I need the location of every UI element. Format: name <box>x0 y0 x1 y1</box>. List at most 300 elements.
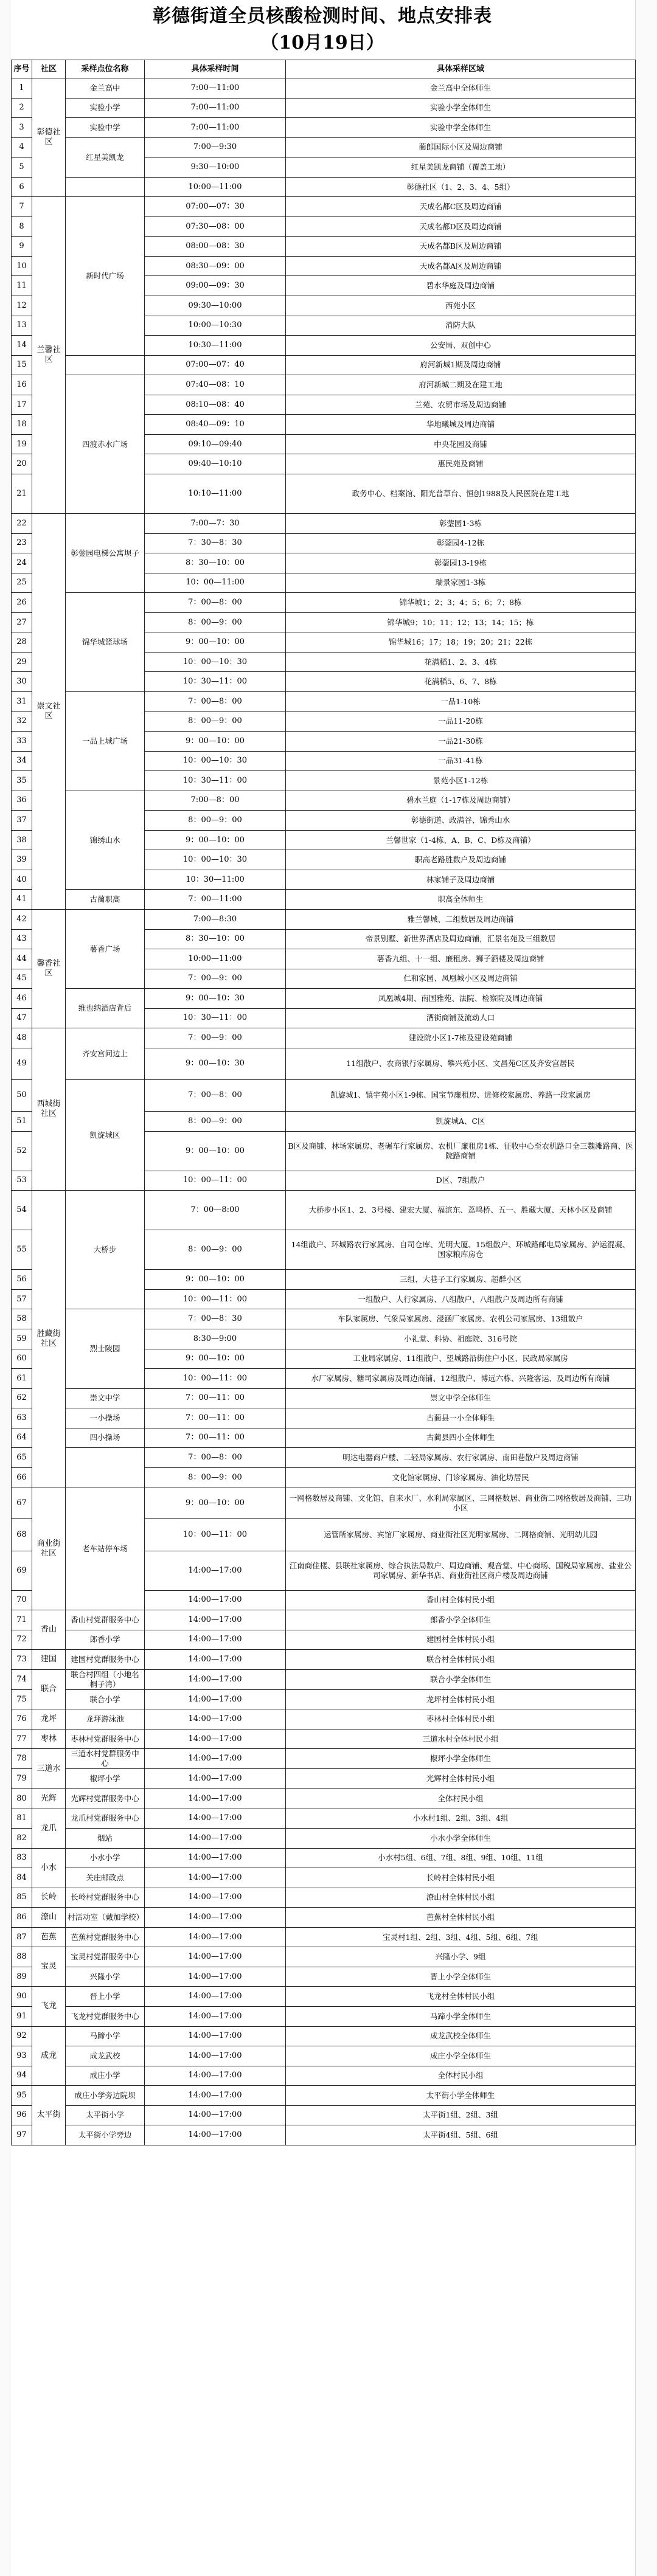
time-cell: 09:30—10:00 <box>145 296 286 316</box>
area-cell: 彰蓥园4-12栋 <box>286 533 636 553</box>
time-cell: 8:30—9:00 <box>145 1329 286 1349</box>
row-number-cell: 17 <box>12 395 32 415</box>
time-cell: 7:00—9:30 <box>145 137 286 158</box>
area-cell: 一组散户、人行家属房、八组散户、八组散户及周边所有商铺 <box>286 1289 636 1309</box>
row-number-cell: 29 <box>12 652 32 672</box>
time-cell: 7:00—8:30 <box>145 909 286 929</box>
community-cell: 长岭 <box>32 1888 66 1908</box>
row-number-cell: 67 <box>12 1487 32 1519</box>
time-cell: 7：00—11:00 <box>145 890 286 910</box>
time-cell: 08:10—08：40 <box>145 395 286 415</box>
row-number-cell: 20 <box>12 454 32 474</box>
area-cell: 成龙武校全体师生 <box>286 2026 636 2046</box>
time-cell: 8：00—9：00 <box>145 612 286 632</box>
time-cell: 14:00—17:00 <box>145 1987 286 2007</box>
area-cell: 碧水华庭及周边商铺 <box>286 276 636 296</box>
site-cell: 联合村四组（小地名桐子湾） <box>66 1669 145 1689</box>
site-cell: 锦华城篮球场 <box>66 593 145 692</box>
row-number-cell: 55 <box>12 1230 32 1270</box>
area-cell: 兴隆小学、9组 <box>286 1947 636 1967</box>
table-row <box>12 2026 636 2046</box>
area-cell: 一品31-41栋 <box>286 751 636 771</box>
site-cell: 小水小学 <box>66 1848 145 1868</box>
area-cell: 凤凰城4期、南国雅苑、法院、检察院及周边商铺 <box>286 989 636 1009</box>
community-cell: 联合 <box>32 1669 66 1709</box>
table-header-row <box>12 60 636 78</box>
table-row <box>12 1868 636 1888</box>
community-cell: 潦山 <box>32 1908 66 1928</box>
table-row <box>12 78 636 99</box>
row-number-cell: 10 <box>12 256 32 276</box>
table-row <box>12 2125 636 2145</box>
row-number-cell: 91 <box>12 2006 32 2026</box>
area-cell: 花满稻1、2、3、4栋 <box>286 652 636 672</box>
area-cell: 惠民苑及商铺 <box>286 454 636 474</box>
time-cell: 7：00—8:00 <box>145 1191 286 1230</box>
area-cell: 锦华城9；10；11；12；13；14；15；栋 <box>286 612 636 632</box>
area-cell: 花满稻5、6、7、8栋 <box>286 672 636 692</box>
site-cell: 烟站 <box>66 1829 145 1849</box>
time-cell: 14:00—17:00 <box>145 1709 286 1729</box>
document-title: 彰德街道全员核酸检测时间、地点安排表 <box>153 5 492 27</box>
time-cell: 14:00—17:00 <box>145 1967 286 1987</box>
time-cell: 14:00—17:00 <box>145 1868 286 1888</box>
time-cell: 7：30—8：30 <box>145 533 286 553</box>
site-cell: 香山村党群服务中心 <box>66 1610 145 1630</box>
area-cell: 府河新城二期及在建工地 <box>286 375 636 395</box>
time-cell: 7:00—7：30 <box>145 514 286 534</box>
area-cell: 崇文中学全体师生 <box>286 1388 636 1408</box>
row-number-cell: 66 <box>12 1467 32 1487</box>
area-cell: 全体村民小组 <box>286 2066 636 2086</box>
area-cell: 政务中心、档案馆、阳光普草台、恒创1988及人民医院在建工地 <box>286 474 636 513</box>
table-row <box>12 691 636 712</box>
area-cell: 大桥步小区1、2、3号楼、建宏大厦、福滨东、荔鸣桥、五一、胜藏大厦、天林小区及商铺 <box>286 1191 636 1230</box>
row-number-cell: 79 <box>12 1769 32 1789</box>
table-row <box>12 137 636 158</box>
table-row <box>12 1947 636 1967</box>
area-cell: 西苑小区 <box>286 296 636 316</box>
header-community: 社区 <box>32 60 66 78</box>
time-cell: 10：00—11：00 <box>145 1171 286 1191</box>
area-cell: 小水村5组、6组、7组、8组、9组、10组、11组 <box>286 1848 636 1868</box>
row-number-cell: 9 <box>12 237 32 257</box>
row-number-cell: 80 <box>12 1788 32 1809</box>
site-cell: 椒坪小学 <box>66 1769 145 1789</box>
area-cell: 太平街1组、2组、3组 <box>286 2105 636 2125</box>
time-cell: 9：00—10：00 <box>145 1487 286 1519</box>
site-cell: 一品上城广场 <box>66 691 145 791</box>
time-cell: 10：00—10：30 <box>145 652 286 672</box>
row-number-cell: 35 <box>12 771 32 791</box>
row-number-cell: 18 <box>12 415 32 435</box>
time-cell: 14:00—17:00 <box>145 2006 286 2026</box>
area-cell: 凯旋城A、C区 <box>286 1111 636 1131</box>
time-cell: 10：00—10：30 <box>145 751 286 771</box>
time-cell: 14:00—17:00 <box>145 1749 286 1769</box>
time-cell: 10：30—11：00 <box>145 1008 286 1028</box>
sheet-right-gutter <box>635 0 657 2576</box>
community-cell: 胜藏街社区 <box>32 1191 66 1487</box>
site-cell <box>66 177 145 197</box>
row-number-cell: 77 <box>12 1729 32 1749</box>
area-cell: 光辉村全体村民小组 <box>286 1769 636 1789</box>
time-cell: 8：30—10：00 <box>145 553 286 573</box>
area-cell: 车队家属房、气象局家属房、浸涵厂家属房、农机公司家属房、13组散户 <box>286 1309 636 1329</box>
site-cell: 长岭村党群服务中心 <box>66 1888 145 1908</box>
area-cell: 三组、大巷子工行家属房、超群小区 <box>286 1270 636 1290</box>
site-cell: 实验中学 <box>66 118 145 138</box>
table-row <box>12 1630 636 1650</box>
area-cell: 香山村全体村民小组 <box>286 1590 636 1610</box>
row-number-cell: 95 <box>12 2086 32 2106</box>
table-row <box>12 2046 636 2066</box>
area-cell: 消防大队 <box>286 316 636 336</box>
table-row <box>12 118 636 138</box>
site-cell: 实验小学 <box>66 98 145 118</box>
site-cell: 齐安宫问边上 <box>66 1028 145 1080</box>
row-number-cell: 57 <box>12 1289 32 1309</box>
area-cell: 瑞景家园1-3栋 <box>286 573 636 593</box>
row-number-cell: 56 <box>12 1270 32 1290</box>
time-cell: 14:00—17:00 <box>145 2026 286 2046</box>
table-row <box>12 1428 636 1448</box>
table-row <box>12 890 636 910</box>
site-cell: 烈士陵园 <box>66 1309 145 1388</box>
table-row <box>12 909 636 929</box>
row-number-cell: 92 <box>12 2026 32 2046</box>
table-row <box>12 1709 636 1729</box>
row-number-cell: 59 <box>12 1329 32 1349</box>
area-cell: 联合村全体村民小组 <box>286 1650 636 1670</box>
time-cell: 14:00—17:00 <box>145 2125 286 2145</box>
time-cell: 8：00—9：00 <box>145 811 286 831</box>
time-cell: 7:00—8：00 <box>145 791 286 811</box>
area-cell: 联合小学全体师生 <box>286 1669 636 1689</box>
table-row <box>12 1689 636 1709</box>
site-cell: 大桥步 <box>66 1191 145 1309</box>
time-cell: 07:40—08：10 <box>145 375 286 395</box>
community-cell: 太平街 <box>32 2086 66 2145</box>
site-cell: 兴隆小学 <box>66 1967 145 1987</box>
area-cell: 小礼堂、科协、祖庭院、316号院 <box>286 1329 636 1349</box>
area-cell: 彰蓥园1-3栋 <box>286 514 636 534</box>
site-cell: 联合小学 <box>66 1689 145 1709</box>
area-cell: 14组散户、环城路农行家属房、自司仓库、光明大厦、15组散户、环城路邮电局家属房、泸运混凝、国家粮库房仓 <box>286 1230 636 1270</box>
row-number-cell: 70 <box>12 1590 32 1610</box>
time-cell: 8：00—9：00 <box>145 712 286 732</box>
site-cell: 关庄邮政点 <box>66 1868 145 1888</box>
site-cell: 龙坪游泳池 <box>66 1709 145 1729</box>
row-number-cell: 22 <box>12 514 32 534</box>
time-cell: 07:30—08：00 <box>145 216 286 237</box>
community-cell: 崇文社区 <box>32 514 66 910</box>
area-cell: 长岭村全体村民小组 <box>286 1868 636 1888</box>
table-row <box>12 355 636 375</box>
row-number-cell: 51 <box>12 1111 32 1131</box>
row-number-cell: 15 <box>12 355 32 375</box>
area-cell: 太平街小学全体师生 <box>286 2086 636 2106</box>
area-cell: 水厂家属房、糖司家属房及周边商铺、12组散户、博远六栋、兴隆客运、及周边所有商铺 <box>286 1369 636 1389</box>
area-cell: 彰德街道、政满谷、锦秀山水 <box>286 811 636 831</box>
table-row <box>12 375 636 395</box>
time-cell: 10：00—11:00 <box>145 573 286 593</box>
row-number-cell: 27 <box>12 612 32 632</box>
time-cell: 10：00—11：00 <box>145 1519 286 1551</box>
site-cell: 马蹄小学 <box>66 2026 145 2046</box>
area-cell: 彰德社区（1、2、3、4、5组） <box>286 177 636 197</box>
row-number-cell: 93 <box>12 2046 32 2066</box>
area-cell: 府河新城1期及周边商铺 <box>286 355 636 375</box>
time-cell: 9：00—10：00 <box>145 632 286 653</box>
row-number-cell: 8 <box>12 216 32 237</box>
time-cell: 7：00—8：00 <box>145 691 286 712</box>
site-cell: 崇文中学 <box>66 1388 145 1408</box>
time-cell: 14:00—17:00 <box>145 1630 286 1650</box>
table-row <box>12 1987 636 2007</box>
row-number-cell: 4 <box>12 137 32 158</box>
area-cell: 碧水兰庭（1-17栋及周边商铺） <box>286 791 636 811</box>
row-number-cell: 16 <box>12 375 32 395</box>
time-cell: 7:00—11:00 <box>145 78 286 99</box>
area-cell: 金兰高中全体师生 <box>286 78 636 99</box>
area-cell: 酒街商铺及流动人口 <box>286 1008 636 1028</box>
row-number-cell: 75 <box>12 1689 32 1709</box>
table-row <box>12 791 636 811</box>
table-row <box>12 1888 636 1908</box>
time-cell: 14:00—17:00 <box>145 1788 286 1809</box>
time-cell: 10:30—11:00 <box>145 336 286 356</box>
area-cell: 实验小学全体师生 <box>286 98 636 118</box>
time-cell: 08:00—08：30 <box>145 237 286 257</box>
row-number-cell: 81 <box>12 1809 32 1829</box>
table-row <box>12 1448 636 1468</box>
time-cell: 9：00—10：00 <box>145 1131 286 1171</box>
header-no: 序号 <box>12 60 32 78</box>
row-number-cell: 12 <box>12 296 32 316</box>
row-number-cell: 63 <box>12 1408 32 1428</box>
area-cell: B区及商铺、林场家属房、老碾车行家属房、农机厂廉租房1栋、征收中心至农机路口全三魏滩路商、医院路商铺 <box>286 1131 636 1171</box>
row-number-cell: 33 <box>12 732 32 752</box>
row-number-cell: 90 <box>12 1987 32 2007</box>
table-row <box>12 197 636 217</box>
table-row <box>12 2006 636 2026</box>
row-number-cell: 68 <box>12 1519 32 1551</box>
time-cell: 14:00—17:00 <box>145 1927 286 1947</box>
time-cell: 07:00—07：40 <box>145 355 286 375</box>
site-cell: 建国村党群服务中心 <box>66 1650 145 1670</box>
area-cell: 林家铺子及周边商铺 <box>286 870 636 890</box>
community-cell: 兰馨社区 <box>32 197 66 514</box>
time-cell: 14:00—17:00 <box>145 1610 286 1630</box>
time-cell: 9：00—10：30 <box>145 1048 286 1079</box>
time-cell: 7：00—11：00 <box>145 1428 286 1448</box>
site-cell: 一小操场 <box>66 1408 145 1428</box>
row-number-cell: 48 <box>12 1028 32 1048</box>
time-cell: 10：30—11:00 <box>145 870 286 890</box>
site-cell: 新时代广场 <box>66 197 145 355</box>
time-cell: 7：00—8：00 <box>145 1079 286 1111</box>
row-number-cell: 97 <box>12 2125 32 2145</box>
site-cell: 枣林村党群服务中心 <box>66 1729 145 1749</box>
time-cell: 10：00—10：30 <box>145 850 286 870</box>
area-cell: 天成名都C区及周边商铺 <box>286 197 636 217</box>
site-cell: 成庄小学旁边院坝 <box>66 2086 145 2106</box>
time-cell: 08:30—09：00 <box>145 256 286 276</box>
time-cell: 8：00—9：00 <box>145 1467 286 1487</box>
row-number-cell: 7 <box>12 197 32 217</box>
row-number-cell: 26 <box>12 593 32 613</box>
community-cell: 龙爪 <box>32 1809 66 1848</box>
row-number-cell: 94 <box>12 2066 32 2086</box>
area-cell: 古蔺县四小全体师生 <box>286 1428 636 1448</box>
area-cell: 太平街4组、5组、6组 <box>286 2125 636 2145</box>
time-cell: 14:00—17:00 <box>145 2046 286 2066</box>
row-number-cell: 87 <box>12 1927 32 1947</box>
row-number-cell: 83 <box>12 1848 32 1868</box>
table-row <box>12 1487 636 1519</box>
site-cell: 古蔺职高 <box>66 890 145 910</box>
table-row <box>12 177 636 197</box>
community-cell: 建国 <box>32 1650 66 1670</box>
table-row <box>12 1749 636 1769</box>
area-cell: 雅兰馨城、二组数居及周边商铺 <box>286 909 636 929</box>
area-cell: 一品1-10栋 <box>286 691 636 712</box>
time-cell: 9：00—10：00 <box>145 732 286 752</box>
community-cell: 西城街社区 <box>32 1028 66 1191</box>
site-cell: 飞龙村党群服务中心 <box>66 2006 145 2026</box>
row-number-cell: 86 <box>12 1908 32 1928</box>
community-cell: 枣林 <box>32 1729 66 1749</box>
area-cell: 红星美凯龙商铺（覆盖工地） <box>286 158 636 178</box>
time-cell: 14:00—17:00 <box>145 1650 286 1670</box>
area-cell: 一品21-30栋 <box>286 732 636 752</box>
time-cell: 7：00—9：00 <box>145 1028 286 1048</box>
area-cell: 景苑小区1-12栋 <box>286 771 636 791</box>
row-number-cell: 65 <box>12 1448 32 1468</box>
time-cell: 14:00—17:00 <box>145 1590 286 1610</box>
table-row <box>12 514 636 534</box>
row-number-cell: 13 <box>12 316 32 336</box>
area-cell: 芭蕉村全体村民小组 <box>286 1908 636 1928</box>
time-cell: 14:00—17:00 <box>145 1947 286 1967</box>
row-number-cell: 14 <box>12 336 32 356</box>
area-cell: 天成名都B区及周边商铺 <box>286 237 636 257</box>
area-cell: 兰苑、农贸市场及周边商铺 <box>286 395 636 415</box>
table-row <box>12 593 636 613</box>
table-row <box>12 1967 636 1987</box>
area-cell: 成庄小学全体师生 <box>286 2046 636 2066</box>
row-number-cell: 88 <box>12 1947 32 1967</box>
row-number-cell: 78 <box>12 1749 32 1769</box>
time-cell: 10：30—11：00 <box>145 771 286 791</box>
area-cell: 蔺郎国际小区及周边商铺 <box>286 137 636 158</box>
site-cell: 锦绣山水 <box>66 791 145 890</box>
site-cell: 金兰高中 <box>66 78 145 99</box>
time-cell: 7:00—11:00 <box>145 98 286 118</box>
site-cell: 四小操场 <box>66 1428 145 1448</box>
time-cell: 09:00—09：30 <box>145 276 286 296</box>
row-number-cell: 71 <box>12 1610 32 1630</box>
row-number-cell: 46 <box>12 989 32 1009</box>
area-cell: 一品11-20栋 <box>286 712 636 732</box>
row-number-cell: 24 <box>12 553 32 573</box>
area-cell: 工业局家属房、11组散户、望城路沿街住户小区、民政局家属房 <box>286 1349 636 1369</box>
row-number-cell: 64 <box>12 1428 32 1448</box>
area-cell: 一网格数居及商铺、文化馆、自来水厂、水利局家属区、三网格数居、商业街二网格数居及商铺、三功小区 <box>286 1487 636 1519</box>
row-number-cell: 54 <box>12 1191 32 1230</box>
row-number-cell: 34 <box>12 751 32 771</box>
area-cell: 龙坪村全体村民小组 <box>286 1689 636 1709</box>
community-cell: 馨香社区 <box>32 909 66 1028</box>
community-cell: 成龙 <box>32 2026 66 2086</box>
community-cell: 三道水 <box>32 1749 66 1789</box>
row-number-cell: 2 <box>12 98 32 118</box>
document-subtitle: （10月19日） <box>260 32 384 54</box>
area-cell: 锦华城1；2；3；4；5；6；7；8栋 <box>286 593 636 613</box>
site-cell: 村活动室（戴加学校） <box>66 1908 145 1928</box>
row-number-cell: 3 <box>12 118 32 138</box>
row-number-cell: 40 <box>12 870 32 890</box>
area-cell: 运管所家属房、宾馆厂家属房、商业街社区光明家属房、二网格商铺、光明幼儿园 <box>286 1519 636 1551</box>
row-number-cell: 52 <box>12 1131 32 1171</box>
time-cell: 8：30—10：00 <box>145 929 286 949</box>
site-cell: 太平街小学 <box>66 2105 145 2125</box>
area-cell: 郎香小学全体师生 <box>286 1610 636 1630</box>
time-cell: 7：00—11：00 <box>145 1388 286 1408</box>
row-number-cell: 43 <box>12 929 32 949</box>
site-cell: 三道水村党群服务中心 <box>66 1749 145 1769</box>
time-cell: 14:00—17:00 <box>145 1689 286 1709</box>
time-cell: 7：00—8：00 <box>145 1448 286 1468</box>
row-number-cell: 39 <box>12 850 32 870</box>
site-cell <box>66 1448 145 1487</box>
area-cell: 锦华城16；17；18；19；20；21；22栋 <box>286 632 636 653</box>
table-row <box>12 1769 636 1789</box>
sheet-row-gutter <box>0 0 10 2576</box>
time-cell: 14:00—17:00 <box>145 1829 286 1849</box>
row-number-cell: 21 <box>12 474 32 513</box>
site-cell: 维也纳酒店背后 <box>66 989 145 1028</box>
area-cell: 兰馨世家（1-4栋、A、B、C、D栋及商铺） <box>286 830 636 850</box>
area-cell: 建设院小区1-7栋及建设苑商铺 <box>286 1028 636 1048</box>
site-cell: 晋上小学 <box>66 1987 145 2007</box>
row-number-cell: 50 <box>12 1079 32 1111</box>
table-row <box>12 989 636 1009</box>
time-cell: 9：00—10：30 <box>145 989 286 1009</box>
time-cell: 8：00—9：00 <box>145 1230 286 1270</box>
area-cell: 彰蓥园13-19栋 <box>286 553 636 573</box>
time-cell: 8：00—9：00 <box>145 1111 286 1131</box>
time-cell: 9：00—10：00 <box>145 1270 286 1290</box>
table-row <box>12 2086 636 2106</box>
time-cell: 08:40—09：10 <box>145 415 286 435</box>
row-number-cell: 1 <box>12 78 32 99</box>
area-cell: 全体村民小组 <box>286 1788 636 1809</box>
row-number-cell: 62 <box>12 1388 32 1408</box>
table-row <box>12 98 636 118</box>
area-cell: D区、7组散户 <box>286 1171 636 1191</box>
row-number-cell: 82 <box>12 1829 32 1849</box>
community-cell: 小水 <box>32 1848 66 1888</box>
table-row <box>12 1729 636 1749</box>
table-row <box>12 1309 636 1329</box>
site-cell: 凯旋城区 <box>66 1079 145 1190</box>
time-cell: 14:00—17:00 <box>145 1669 286 1689</box>
time-cell: 14:00—17:00 <box>145 1908 286 1928</box>
area-cell: 薯香九组、十一组、廉租房、狮子酒楼及周边商铺 <box>286 949 636 969</box>
row-number-cell: 49 <box>12 1048 32 1079</box>
